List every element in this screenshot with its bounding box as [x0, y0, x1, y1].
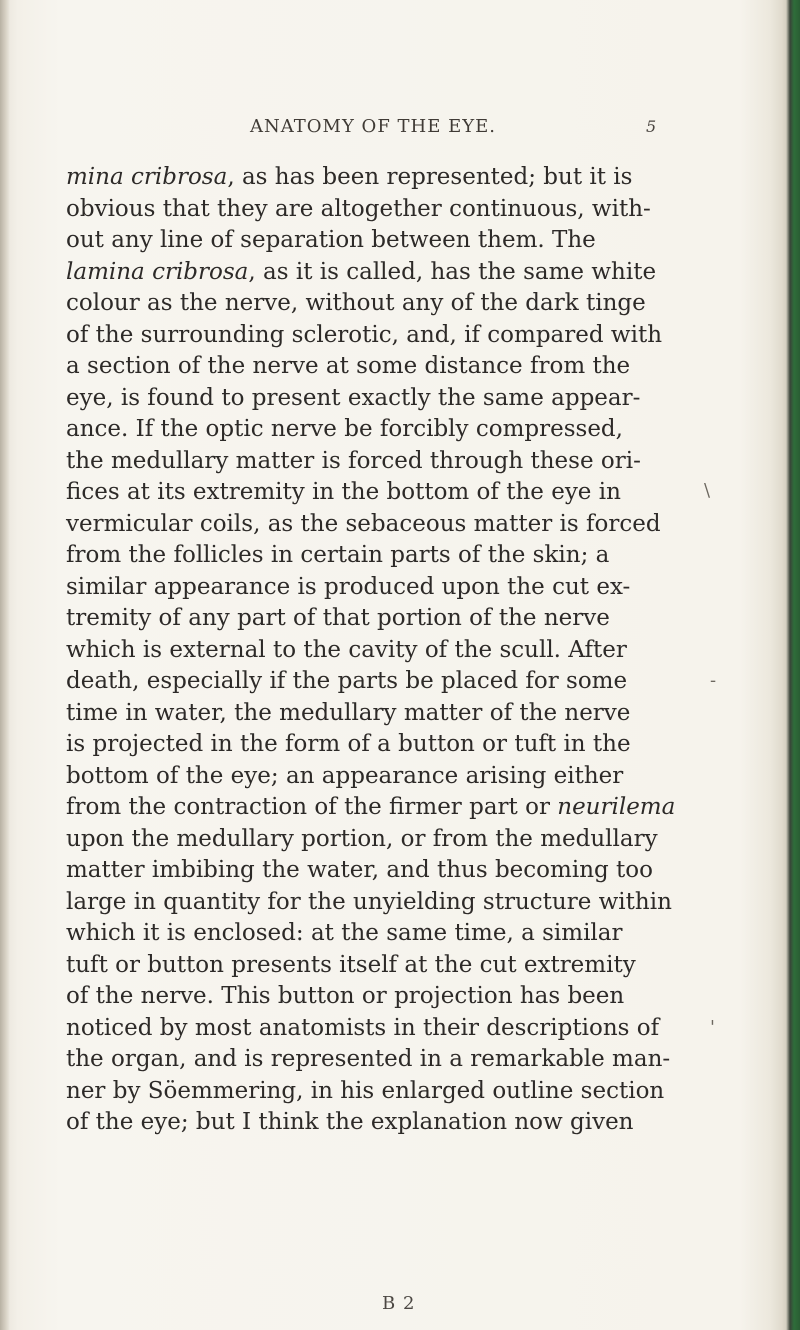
- text-line-14: similar appearance is produced upon the cut ex-: [66, 573, 631, 600]
- text-line-1: [66, 162, 698, 194]
- text-line-26: tuft or button presents itself at the cut extremity: [66, 951, 636, 978]
- text-line-21: [66, 792, 698, 824]
- text-line-23: matter imbibing the water, and thus becoming too: [66, 857, 653, 883]
- italic-term-3: neurilema: [557, 794, 676, 820]
- text-line-13: from the follicles in certain parts of the skin; a: [66, 542, 610, 568]
- text-line-6: of the surrounding sclerotic, and, if compared with: [66, 321, 663, 348]
- text-line-11: fices at its extremity in the bottom of the eye in: [66, 479, 621, 505]
- running-head: ANATOMY OF THE EYE.: [250, 116, 496, 137]
- text-line-7: a section of the nerve at some distance from the: [66, 353, 631, 379]
- text-line-8: eye, is found to present exactly the same appear-: [66, 384, 641, 411]
- text-line-1-rest: , as has been represented; but it is: [227, 164, 633, 190]
- text-line-19: is projected in the form of a button or tuft in the: [66, 731, 631, 757]
- page-left-edge: [0, 0, 10, 1330]
- text-line-31: of the eye; but I think the explanation now given: [66, 1109, 634, 1135]
- italic-term-1: mina cribrosa: [66, 164, 228, 190]
- text-line-25: which it is enclosed: at the same time, a similar: [66, 920, 623, 946]
- page-number: 5: [646, 117, 657, 136]
- text-line-15: tremity of any part of that portion of the nerve: [66, 605, 610, 631]
- text-line-24: large in quantity for the unyielding structure within: [66, 888, 672, 915]
- text-line-17: death, especially if the parts be placed for some: [66, 668, 628, 694]
- text-line-20: bottom of the eye; an appearance arising either: [66, 762, 624, 789]
- text-line-28: noticed by most anatomists in their descriptions of: [66, 1014, 660, 1041]
- margin-mark-2: -: [710, 670, 717, 691]
- text-line-10: the medullary matter is forced through these ori-: [66, 447, 641, 474]
- text-line-4: [66, 257, 698, 289]
- text-line-30: ner by Söemmering, in his enlarged outline section: [66, 1077, 665, 1104]
- text-line-27: of the nerve. This button or projection has been: [66, 983, 625, 1009]
- text-line-12: vermicular coils, as the sebaceous matter is forced: [66, 510, 661, 537]
- text-line-22: upon the medullary portion, or from the medullary: [66, 825, 658, 852]
- text-line-3: out any line of separation between them. The: [66, 227, 596, 253]
- margin-mark-1: \: [704, 480, 711, 501]
- text-line-21-lead: from the contraction of the firmer part or: [66, 794, 558, 820]
- text-line-29: the organ, and is represented in a remarkable man-: [66, 1046, 671, 1072]
- signature-mark: B 2: [382, 1293, 416, 1314]
- text-line-9: ance. If the optic nerve be forcibly compressed,: [66, 416, 623, 442]
- body-text: [66, 162, 698, 1139]
- page-right-edge: [782, 0, 800, 1330]
- text-line-16: which is external to the cavity of the scull. After: [66, 636, 627, 663]
- text-line-5: colour as the nerve, without any of the dark tinge: [66, 290, 646, 316]
- italic-term-2: lamina cribrosa: [66, 258, 249, 285]
- margin-mark-3: ': [710, 1017, 715, 1038]
- text-line-18: time in water, the medullary matter of the nerve: [66, 699, 631, 726]
- text-line-4-rest: , as it is called, has the same white: [248, 258, 657, 285]
- text-line-2: obvious that they are altogether continuous, with-: [66, 195, 651, 222]
